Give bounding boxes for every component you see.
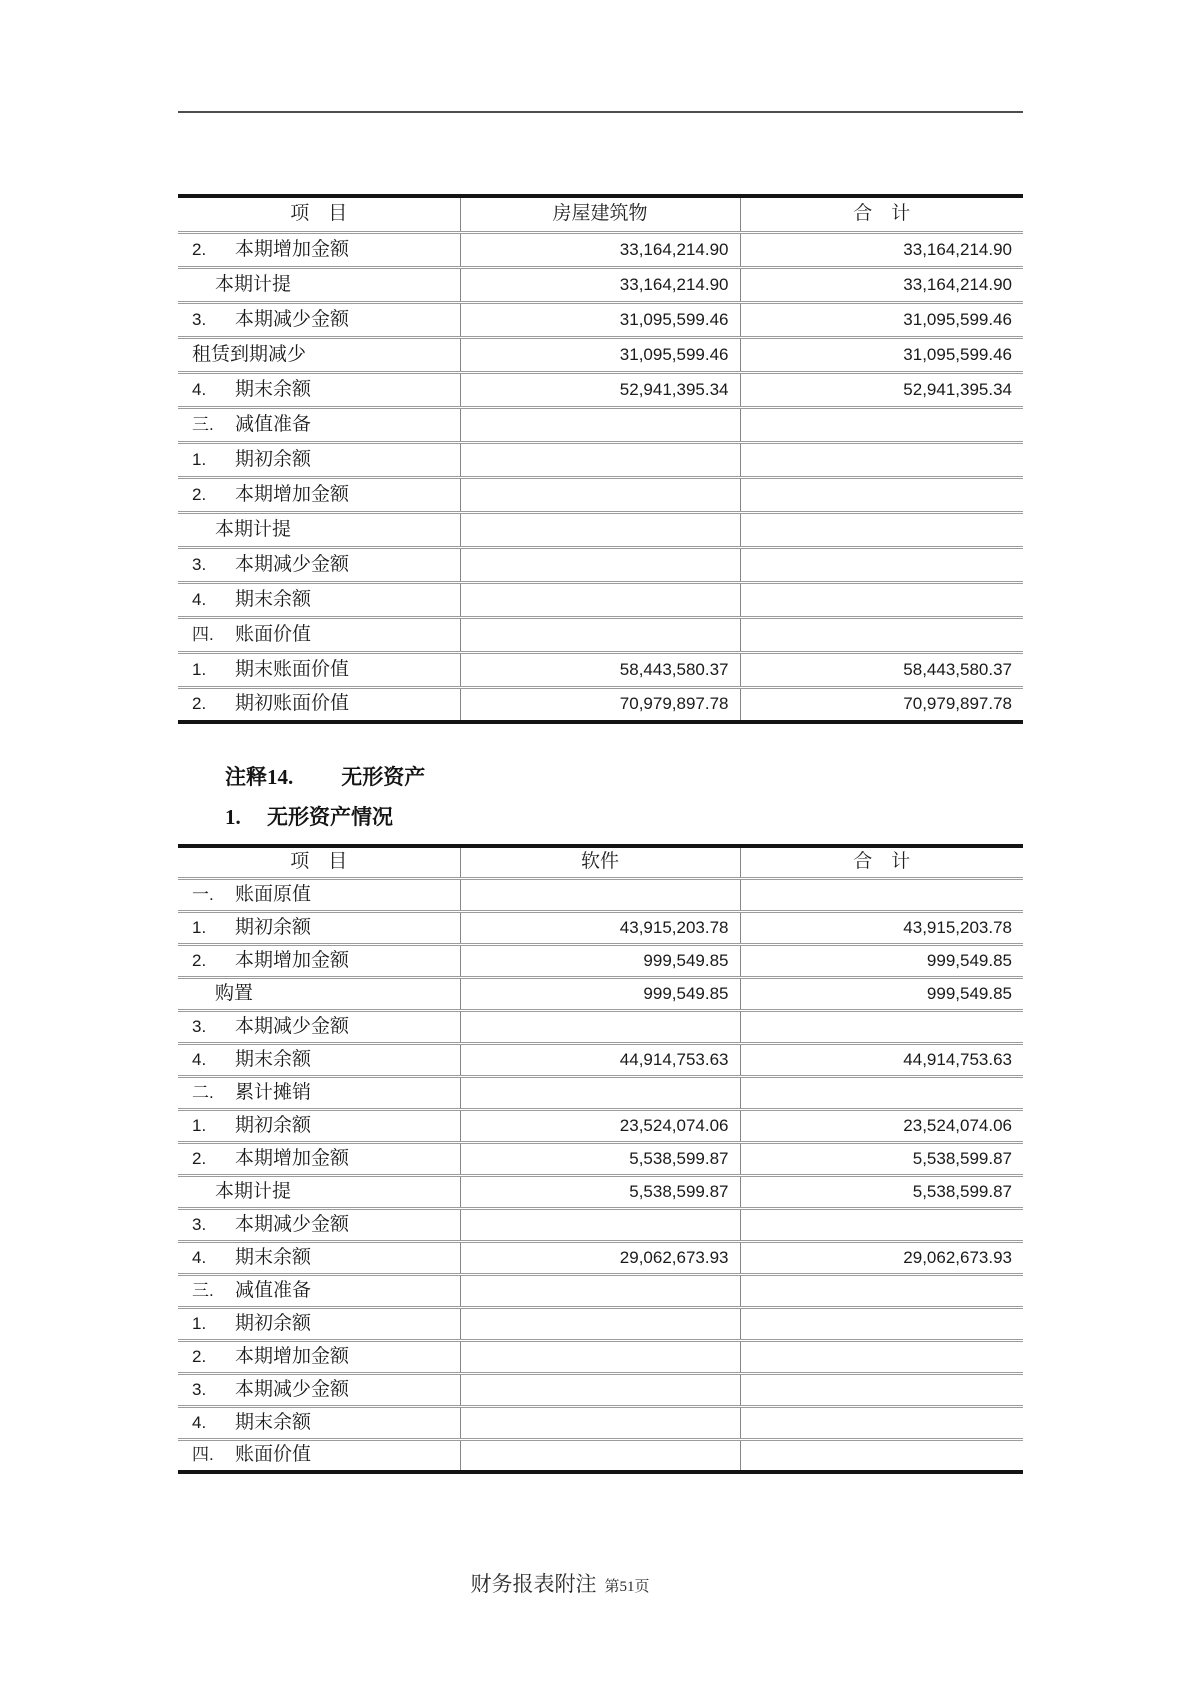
- item-cell: [178, 1208, 460, 1241]
- page-header-rule: [178, 111, 1023, 113]
- value-cell: 999,549.85: [740, 944, 1023, 977]
- value-cell: 999,549.85: [460, 944, 740, 977]
- row-label: 本期计提: [215, 273, 292, 295]
- table-row: [178, 944, 1023, 977]
- value-cell: 29,062,673.93: [740, 1241, 1023, 1274]
- row-label: 本期减少金额: [235, 553, 350, 575]
- table-row: [178, 337, 1023, 372]
- row-label: 本期增加金额: [235, 1147, 350, 1169]
- row-label: 期末账面价值: [235, 658, 350, 680]
- value-cell: 33,164,214.90: [460, 267, 740, 302]
- table-row: [178, 1274, 1023, 1307]
- row-marker: 3.: [192, 554, 207, 574]
- row-label: 本期减少金额: [235, 1378, 350, 1400]
- footer-page-number: 第51页: [604, 1579, 650, 1595]
- table-row: [178, 652, 1023, 687]
- row-marker: 2.: [192, 239, 207, 259]
- column-header: 项 目: [178, 846, 460, 878]
- row-label: 累计摊销: [235, 1081, 312, 1103]
- row-marker: 3.: [192, 1016, 207, 1036]
- row-label: 本期增加金额: [235, 238, 350, 260]
- intangible-assets-table: [178, 844, 1023, 1474]
- value-cell: 58,443,580.37: [460, 652, 740, 687]
- row-marker: 2.: [192, 1148, 207, 1168]
- row-marker: 4.: [192, 1049, 207, 1069]
- value-cell: 33,164,214.90: [740, 267, 1023, 302]
- row-marker: 二.: [192, 1082, 214, 1102]
- table-row: [178, 302, 1023, 337]
- value-cell: 44,914,753.63: [740, 1043, 1023, 1076]
- table-row: [178, 407, 1023, 442]
- footer-title: 财务报表附注: [470, 1572, 597, 1596]
- value-cell: [460, 407, 740, 442]
- value-cell: [740, 617, 1023, 652]
- row-label: 期初余额: [235, 1312, 312, 1334]
- value-cell: [740, 407, 1023, 442]
- value-cell: 31,095,599.46: [740, 302, 1023, 337]
- table-row: [178, 1076, 1023, 1109]
- item-cell: [178, 582, 460, 617]
- value-cell: 33,164,214.90: [740, 232, 1023, 267]
- value-cell: [740, 547, 1023, 582]
- value-cell: 999,549.85: [740, 977, 1023, 1010]
- row-marker: 四.: [192, 1445, 214, 1465]
- row-marker: 一.: [192, 884, 214, 904]
- row-label: 本期增加金额: [235, 1345, 350, 1367]
- value-cell: 43,915,203.78: [460, 911, 740, 944]
- table-row: [178, 477, 1023, 512]
- value-cell: [460, 547, 740, 582]
- row-label: 减值准备: [235, 1279, 312, 1301]
- table-row: [178, 1142, 1023, 1175]
- row-label: 期初余额: [235, 916, 312, 938]
- value-cell: [740, 1307, 1023, 1340]
- row-label: 期末余额: [235, 378, 312, 400]
- item-cell: [178, 1373, 460, 1406]
- table-row: [178, 442, 1023, 477]
- value-cell: 29,062,673.93: [460, 1241, 740, 1274]
- sub-heading: [225, 801, 393, 831]
- table-row: [178, 977, 1023, 1010]
- note-heading-number: 注释14.: [225, 765, 294, 789]
- value-cell: [740, 1010, 1023, 1043]
- table-row: [178, 547, 1023, 582]
- column-header: 合 计: [853, 851, 911, 873]
- value-cell: 52,941,395.34: [460, 372, 740, 407]
- value-cell: 31,095,599.46: [740, 337, 1023, 372]
- value-cell: 70,979,897.78: [460, 687, 740, 722]
- value-cell: 23,524,074.06: [460, 1109, 740, 1142]
- row-label: 本期计提: [215, 518, 292, 540]
- item-cell: [178, 687, 460, 722]
- item-cell: [178, 911, 460, 944]
- table-row: [178, 512, 1023, 547]
- value-cell: 23,524,074.06: [740, 1109, 1023, 1142]
- table-row: [178, 1043, 1023, 1076]
- value-cell: [460, 1439, 740, 1472]
- row-label: 账面原值: [235, 883, 312, 905]
- value-cell: [460, 1010, 740, 1043]
- value-cell: [740, 442, 1023, 477]
- row-label: 账面价值: [235, 1444, 312, 1466]
- page-footer: [178, 1568, 942, 1598]
- row-marker: 1.: [192, 1313, 207, 1333]
- row-label: 本期减少金额: [235, 1213, 350, 1235]
- row-label: 租赁到期减少: [192, 343, 307, 365]
- fixed-assets-depreciation-table: [178, 194, 1023, 724]
- value-cell: [740, 878, 1023, 911]
- value-cell: [460, 1208, 740, 1241]
- value-cell: 70,979,897.78: [740, 687, 1023, 722]
- value-cell: 5,538,599.87: [740, 1142, 1023, 1175]
- value-cell: 5,538,599.87: [740, 1175, 1023, 1208]
- row-label: 本期减少金额: [235, 308, 350, 330]
- item-cell: [178, 1406, 460, 1439]
- row-marker: 3.: [192, 1379, 207, 1399]
- item-cell: [178, 1142, 460, 1175]
- value-cell: [460, 617, 740, 652]
- note-heading-title: 无形资产: [341, 765, 426, 789]
- item-cell: [178, 477, 460, 512]
- row-label: 期初账面价值: [235, 693, 350, 715]
- item-cell: [178, 1274, 460, 1307]
- value-cell: [460, 1373, 740, 1406]
- value-cell: 44,914,753.63: [460, 1043, 740, 1076]
- row-marker: 4.: [192, 1412, 207, 1432]
- intangible-assets-table: [178, 844, 1023, 1474]
- row-marker: 1.: [192, 449, 207, 469]
- table-row: [178, 372, 1023, 407]
- item-cell: [178, 1109, 460, 1142]
- item-cell: [178, 878, 460, 911]
- column-header: 项 目: [178, 196, 460, 232]
- item-cell: [178, 1043, 460, 1076]
- value-cell: [460, 1340, 740, 1373]
- table-row: [178, 1208, 1023, 1241]
- row-marker: 三.: [192, 1280, 214, 1300]
- note-heading: [225, 761, 425, 791]
- row-label: 期末余额: [235, 1411, 312, 1433]
- item-cell: [178, 1307, 460, 1340]
- row-label: 减值准备: [235, 413, 312, 435]
- sub-heading-title: 无形资产情况: [267, 805, 393, 829]
- table-row: [178, 878, 1023, 911]
- header-row: [178, 196, 1023, 232]
- row-marker: 1.: [192, 917, 207, 937]
- value-cell: 999,549.85: [460, 977, 740, 1010]
- item-cell: [178, 267, 460, 302]
- value-cell: [740, 1406, 1023, 1439]
- table-row: [178, 232, 1023, 267]
- table-row: [178, 1010, 1023, 1043]
- value-cell: [740, 582, 1023, 617]
- item-cell: [178, 652, 460, 687]
- row-label: 账面价值: [235, 623, 312, 645]
- value-cell: [740, 1373, 1023, 1406]
- value-cell: [740, 1208, 1023, 1241]
- row-marker: 4.: [192, 379, 207, 399]
- item-cell: [178, 302, 460, 337]
- sub-heading-number: 1.: [225, 805, 241, 829]
- item-cell: [178, 617, 460, 652]
- header-row: [178, 846, 1023, 878]
- row-marker: 1.: [192, 1115, 207, 1135]
- value-cell: 31,095,599.46: [460, 337, 740, 372]
- value-cell: [460, 582, 740, 617]
- row-label: 本期计提: [215, 1180, 292, 1202]
- value-cell: [740, 477, 1023, 512]
- value-cell: 5,538,599.87: [460, 1175, 740, 1208]
- item-cell: [178, 1175, 460, 1208]
- value-cell: [460, 1406, 740, 1439]
- value-cell: 33,164,214.90: [460, 232, 740, 267]
- item-cell: [178, 512, 460, 547]
- item-cell: [178, 1010, 460, 1043]
- value-cell: [460, 878, 740, 911]
- item-cell: [178, 944, 460, 977]
- row-label: 本期减少金额: [235, 1015, 350, 1037]
- row-marker: 三.: [192, 414, 214, 434]
- value-cell: [740, 1340, 1023, 1373]
- table-row: [178, 582, 1023, 617]
- table-row: [178, 1439, 1023, 1472]
- table-row: [178, 1109, 1023, 1142]
- item-cell: [178, 1439, 460, 1472]
- value-cell: 58,443,580.37: [740, 652, 1023, 687]
- row-label: 本期增加金额: [235, 483, 350, 505]
- row-marker: 1.: [192, 659, 207, 679]
- table-row: [178, 1373, 1023, 1406]
- value-cell: [460, 477, 740, 512]
- value-cell: [460, 1076, 740, 1109]
- table-row: [178, 1241, 1023, 1274]
- row-marker: 4.: [192, 589, 207, 609]
- value-cell: [740, 512, 1023, 547]
- table-row: [178, 687, 1023, 722]
- value-cell: 43,915,203.78: [740, 911, 1023, 944]
- row-marker: 3.: [192, 309, 207, 329]
- table-row: [178, 1340, 1023, 1373]
- value-cell: [740, 1274, 1023, 1307]
- item-cell: [178, 232, 460, 267]
- item-cell: [178, 1340, 460, 1373]
- table-row: [178, 1307, 1023, 1340]
- value-cell: [740, 1076, 1023, 1109]
- item-cell: [178, 1241, 460, 1274]
- item-cell: [178, 337, 460, 372]
- value-cell: [460, 442, 740, 477]
- fixed-assets-depreciation-table: [178, 194, 1023, 724]
- table-row: [178, 1175, 1023, 1208]
- row-label: 期末余额: [235, 588, 312, 610]
- table-row: [178, 1406, 1023, 1439]
- row-label: 期末余额: [235, 1246, 312, 1268]
- value-cell: 31,095,599.46: [460, 302, 740, 337]
- value-cell: [740, 1439, 1023, 1472]
- value-cell: [460, 1274, 740, 1307]
- row-marker: 四.: [192, 624, 214, 644]
- column-header: 房屋建筑物: [460, 196, 740, 232]
- column-header: 软件: [460, 846, 740, 878]
- row-label: 期末余额: [235, 1048, 312, 1070]
- table-row: [178, 267, 1023, 302]
- row-marker: 3.: [192, 1214, 207, 1234]
- item-cell: [178, 547, 460, 582]
- value-cell: 52,941,395.34: [740, 372, 1023, 407]
- item-cell: [178, 977, 460, 1010]
- row-marker: 2.: [192, 484, 207, 504]
- row-label: 期初余额: [235, 448, 312, 470]
- item-cell: [178, 407, 460, 442]
- value-cell: [460, 512, 740, 547]
- table-row: [178, 911, 1023, 944]
- item-cell: [178, 372, 460, 407]
- row-marker: 4.: [192, 1247, 207, 1267]
- column-header: 合 计: [853, 203, 911, 225]
- row-marker: 2.: [192, 950, 207, 970]
- item-cell: [178, 1076, 460, 1109]
- item-cell: [178, 442, 460, 477]
- row-label: 期初余额: [235, 1114, 312, 1136]
- row-marker: 2.: [192, 694, 207, 714]
- row-marker: 2.: [192, 1346, 207, 1366]
- row-label: 本期增加金额: [235, 949, 350, 971]
- value-cell: [460, 1307, 740, 1340]
- table-row: [178, 617, 1023, 652]
- value-cell: 5,538,599.87: [460, 1142, 740, 1175]
- row-label: 购置: [215, 982, 254, 1004]
